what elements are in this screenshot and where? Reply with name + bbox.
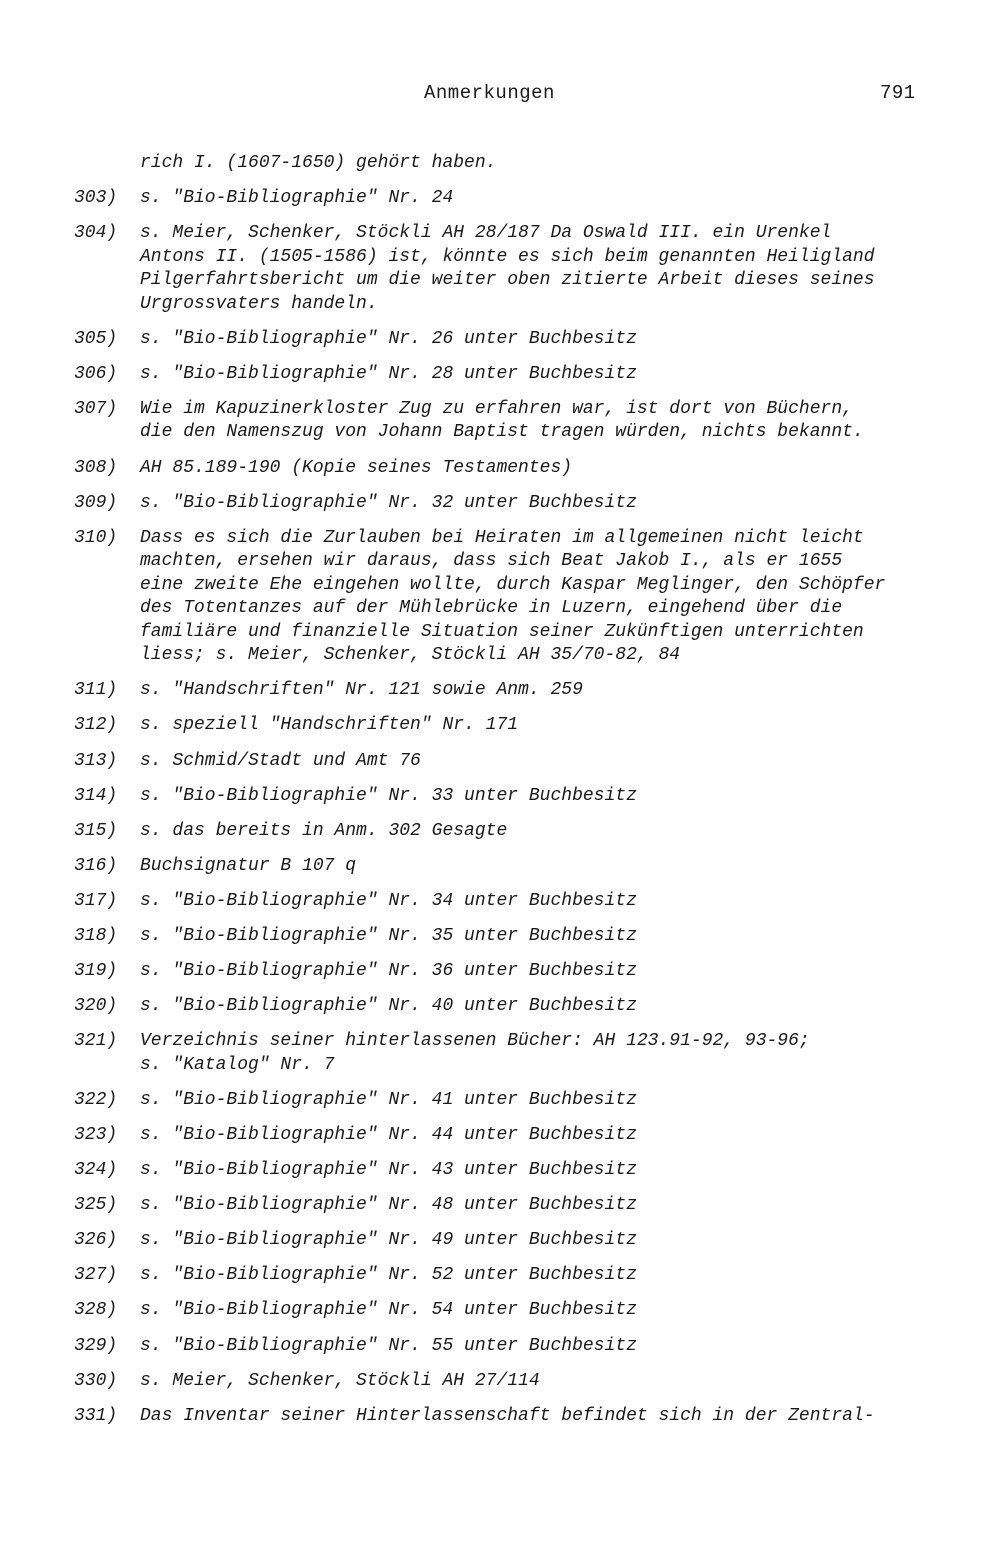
endnote xyxy=(74,785,954,809)
endnote-text: Verzeichnis seiner hinterlassenen Bücher: AH 123.91-92, 93-96; s. "Katalog" Nr. 7 xyxy=(140,1031,810,1075)
endnote xyxy=(74,890,954,914)
endnote xyxy=(74,855,954,879)
endnote-number: 316) xyxy=(74,855,118,876)
endnote-number: 327) xyxy=(74,1265,118,1286)
endnote xyxy=(74,1194,954,1218)
endnote-text: AH 85.189-190 (Kopie seines Testamentes) xyxy=(140,457,573,478)
endnote-text: s. "Bio-Bibliographie" Nr. 44 unter Buchbesitz xyxy=(140,1124,637,1145)
endnote-text: Buchsignatur B 107 q xyxy=(140,855,357,876)
endnote-number: 331) xyxy=(74,1405,118,1426)
endnote-text: s. Schmid/Stadt und Amt 76 xyxy=(140,750,421,771)
endnote-number: 329) xyxy=(74,1335,118,1356)
endnote-number: 315) xyxy=(74,820,118,841)
endnote-number: 328) xyxy=(74,1300,118,1321)
endnote-number: 307) xyxy=(74,398,118,419)
endnote xyxy=(74,1370,954,1394)
endnote-number: 313) xyxy=(74,750,118,771)
endnote-text: s. "Handschriften" Nr. 121 sowie Anm. 259 xyxy=(140,680,583,701)
endnote xyxy=(74,1030,954,1077)
endnote-text: s. "Bio-Bibliographie" Nr. 24 xyxy=(140,188,454,209)
endnote-text: s. Meier, Schenker, Stöckli AH 28/187 Da Oswald III. ein Urenkel Antons II. (1505-1586) ist, könnte es sich beim genannten Heiligland Pilgerfahrtsbericht um die weiter oben zitierte Arbeit dieses seines Urgrossvaters handeln. xyxy=(140,223,875,314)
endnote-number: 310) xyxy=(74,527,118,548)
endnote-text: s. Meier, Schenker, Stöckli AH 27/114 xyxy=(140,1370,540,1391)
endnote xyxy=(74,492,954,516)
endnote xyxy=(74,187,954,211)
endnote-number: 326) xyxy=(74,1230,118,1251)
endnote xyxy=(74,328,954,352)
endnote-number: 309) xyxy=(74,492,118,513)
endnote xyxy=(74,1089,954,1113)
endnote xyxy=(74,679,954,703)
endnote-number: 325) xyxy=(74,1195,118,1216)
endnote-text: s. "Bio-Bibliographie" Nr. 33 unter Buchbesitz xyxy=(140,785,637,806)
endnote-number: 324) xyxy=(74,1160,118,1181)
endnote xyxy=(74,995,954,1019)
endnote xyxy=(74,363,954,387)
endnote-text: s. das bereits in Anm. 302 Gesagte xyxy=(140,820,508,841)
endnote-text: s. "Bio-Bibliographie" Nr. 52 unter Buchbesitz xyxy=(140,1265,637,1286)
endnote-text: s. "Bio-Bibliographie" Nr. 36 unter Buchbesitz xyxy=(140,961,637,982)
endnote-text: Das Inventar seiner Hinterlassenschaft befindet sich in der Zentral- xyxy=(140,1405,875,1426)
endnote xyxy=(74,925,954,949)
endnote-text: s. speziell "Handschriften" Nr. 171 xyxy=(140,715,519,736)
running-title: Anmerkungen xyxy=(424,82,555,104)
endnote-number: 311) xyxy=(74,680,118,701)
endnote-number: 303) xyxy=(74,188,118,209)
endnote-text: s. "Bio-Bibliographie" Nr. 49 unter Buchbesitz xyxy=(140,1230,637,1251)
endnote-text: s. "Bio-Bibliographie" Nr. 41 unter Buchbesitz xyxy=(140,1089,637,1110)
endnote-text: s. "Bio-Bibliographie" Nr. 28 unter Buchbesitz xyxy=(140,363,637,384)
page-number: 791 xyxy=(880,82,916,104)
endnote-text: Wie im Kapuzinerkloster Zug zu erfahren war, ist dort von Büchern, die den Namenszug von Johann Baptist tragen würden, nichts bekannt. xyxy=(140,398,864,443)
endnote-number: 314) xyxy=(74,785,118,806)
endnote-text: s. "Bio-Bibliographie" Nr. 43 unter Buchbesitz xyxy=(140,1160,637,1181)
endnote xyxy=(74,527,954,668)
endnote-number: 322) xyxy=(74,1089,118,1110)
endnote-text: s. "Bio-Bibliographie" Nr. 40 unter Buchbesitz xyxy=(140,996,637,1017)
endnote xyxy=(74,960,954,984)
endnote xyxy=(74,457,954,481)
endnote-text: s. "Bio-Bibliographie" Nr. 34 unter Buchbesitz xyxy=(140,890,637,911)
endnote xyxy=(74,222,954,316)
endnote-number: 308) xyxy=(74,457,118,478)
endnotes-list xyxy=(74,152,954,1440)
endnote-number: 312) xyxy=(74,715,118,736)
endnote-number: 321) xyxy=(74,1031,118,1052)
endnote xyxy=(74,1405,954,1429)
endnote xyxy=(74,820,954,844)
endnote xyxy=(74,398,954,445)
endnote-number: 323) xyxy=(74,1124,118,1145)
continued-note-text: rich I. (1607-1650) gehört haben. xyxy=(140,153,497,173)
endnote xyxy=(74,1299,954,1323)
endnote xyxy=(74,1264,954,1288)
running-header xyxy=(0,82,1000,112)
endnote-text: s. "Bio-Bibliographie" Nr. 48 unter Buchbesitz xyxy=(140,1195,637,1216)
endnote xyxy=(74,750,954,774)
endnote-number: 319) xyxy=(74,961,118,982)
endnote-text: s. "Bio-Bibliographie" Nr. 55 unter Buchbesitz xyxy=(140,1335,637,1356)
endnote-text: s. "Bio-Bibliographie" Nr. 32 unter Buchbesitz xyxy=(140,492,637,513)
endnote xyxy=(74,1124,954,1148)
endnote-number: 306) xyxy=(74,363,118,384)
endnote-number: 305) xyxy=(74,328,118,349)
endnote-text: s. "Bio-Bibliographie" Nr. 54 unter Buchbesitz xyxy=(140,1300,637,1321)
endnote-number: 317) xyxy=(74,890,118,911)
endnote-number: 318) xyxy=(74,926,118,946)
endnote-number: 330) xyxy=(74,1370,118,1391)
endnote-number: 304) xyxy=(74,223,118,244)
notes-container xyxy=(74,187,954,1428)
endnote xyxy=(74,1229,954,1253)
endnote-text: s. "Bio-Bibliographie" Nr. 35 unter Buchbesitz xyxy=(140,926,637,946)
endnote xyxy=(74,1159,954,1183)
endnote xyxy=(74,1335,954,1359)
endnote xyxy=(74,714,954,738)
endnote-number: 320) xyxy=(74,996,118,1017)
endnote-text: s. "Bio-Bibliographie" Nr. 26 unter Buchbesitz xyxy=(140,328,637,349)
endnote-text: Dass es sich die Zurlauben bei Heiraten im allgemeinen nicht leicht machten, ersehen wir daraus, dass sich Beat Jakob I., als er 1655 eine zweite Ehe eingehen wollte, durch Kaspar Meglinger, den Schöpfer des Totentanzes auf der Mühlebrücke in Luzern, eingehend über die familiäre und finanzielle Situation seiner Zukünftigen unterrichten liess; s. Meier, Schenker, Stöckli AH 35/70-82, 84 xyxy=(140,527,886,666)
